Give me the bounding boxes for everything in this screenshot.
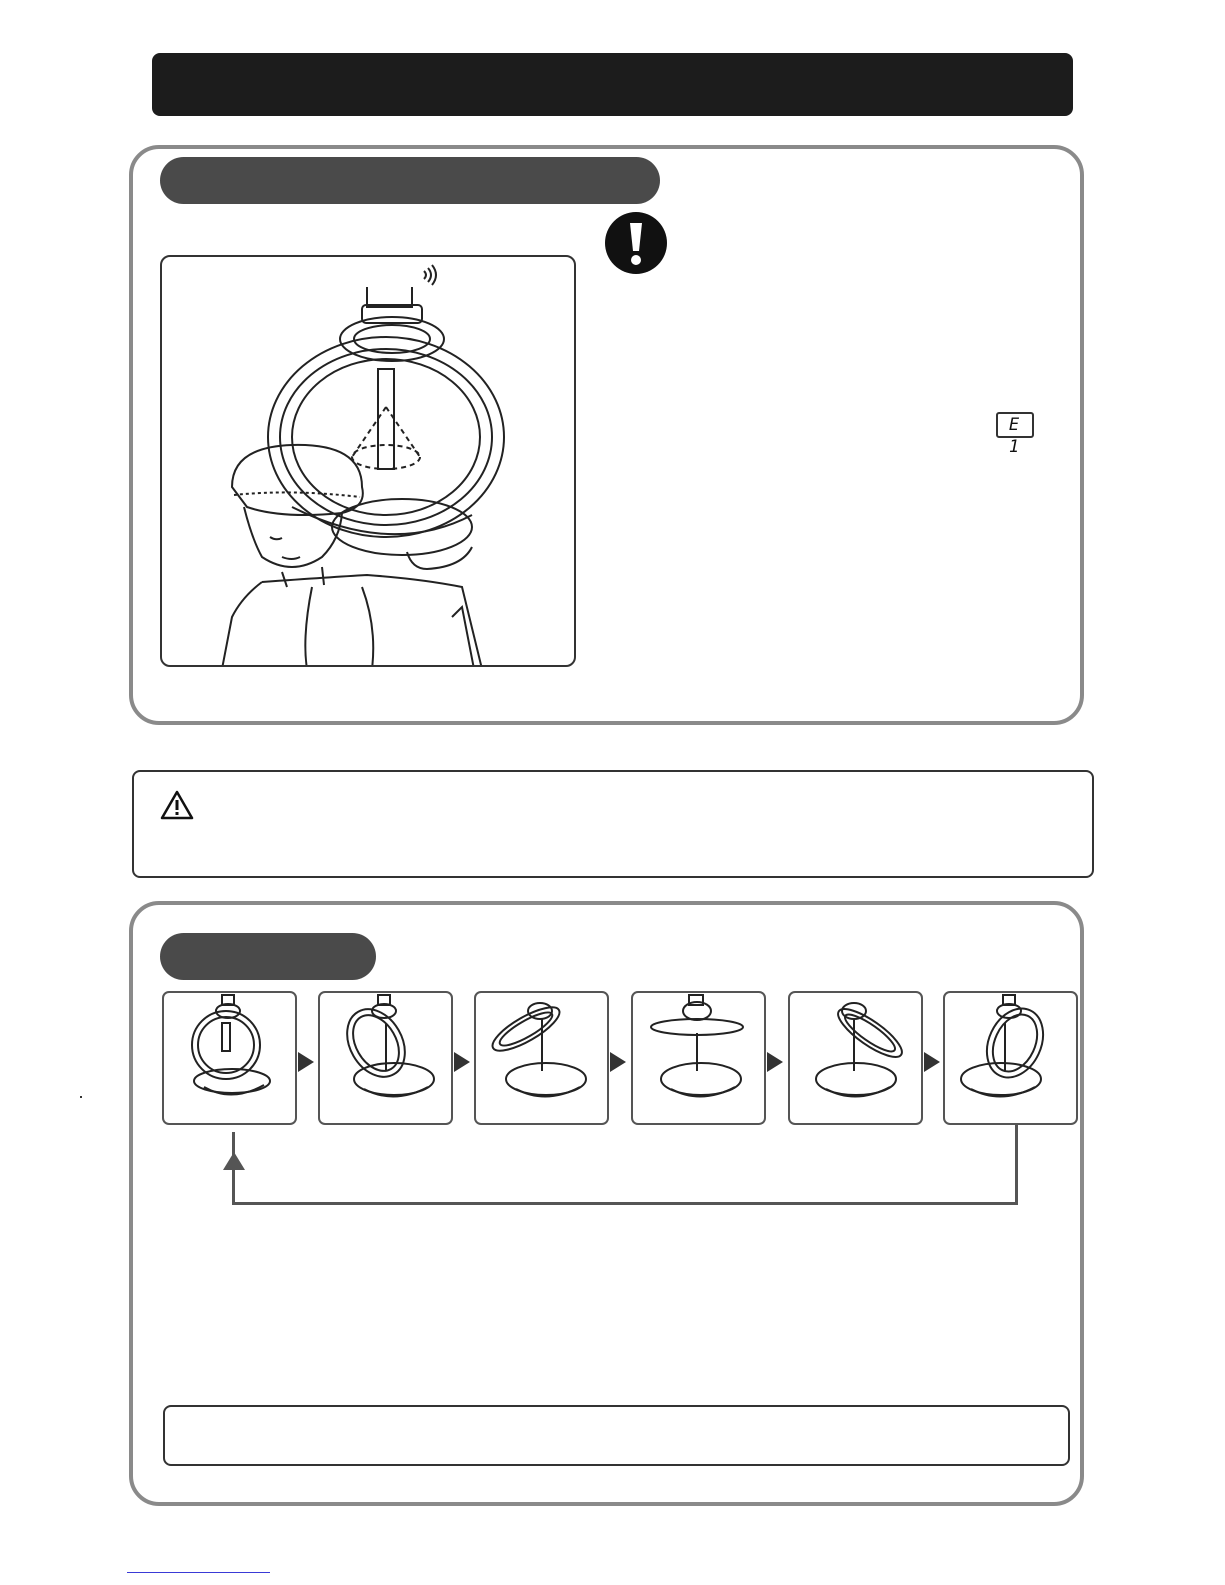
step-illustration (790, 993, 921, 1123)
step-illustration (945, 993, 1076, 1123)
signal-waves-icon (418, 263, 442, 287)
step-illustration (164, 993, 295, 1123)
usage-section-heading (160, 157, 660, 204)
rotation-step-3 (474, 991, 609, 1125)
step-arrow-icon (610, 1052, 626, 1072)
step-arrow-icon (767, 1052, 783, 1072)
footer-link[interactable] (127, 1572, 270, 1573)
illustration-frame (160, 255, 576, 667)
step-arrow-icon (298, 1052, 314, 1072)
step-illustration (633, 993, 764, 1123)
title-bar (152, 53, 1073, 116)
rotation-step-5 (788, 991, 923, 1125)
rotation-step-6 (943, 991, 1078, 1125)
rotation-step-4 (631, 991, 766, 1125)
rotation-step-2 (318, 991, 453, 1125)
arrow-up-icon (222, 1152, 246, 1172)
exclamation-circle-icon (604, 211, 668, 275)
step-arrow-icon (454, 1052, 470, 1072)
step-arrow-icon (924, 1052, 940, 1072)
rotation-section-heading (160, 933, 376, 980)
error-code-display: E 1 (996, 412, 1034, 438)
step-illustration (320, 993, 451, 1123)
rotation-step-1 (162, 991, 297, 1125)
step-illustration (476, 993, 607, 1123)
stray-dot (80, 1096, 82, 1098)
warning-triangle-icon (160, 790, 194, 820)
loop-back-line-top (1015, 1125, 1018, 1135)
loop-back-connector (232, 1132, 1018, 1205)
caution-box (132, 770, 1094, 878)
dryer-illustration (162, 257, 576, 667)
note-box (163, 1405, 1070, 1466)
